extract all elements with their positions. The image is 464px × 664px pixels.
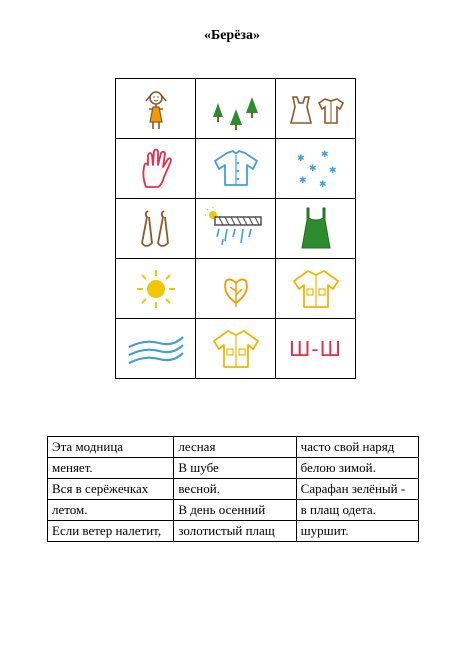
svg-text:✱: ✱	[320, 149, 329, 160]
hand-icon	[136, 147, 176, 191]
sh-sh-text-icon: Ш-Ш	[289, 336, 342, 361]
clothes-icon	[287, 89, 345, 129]
sarafan-icon	[296, 206, 336, 252]
grid-cell	[276, 79, 356, 139]
shirt-icon	[211, 149, 261, 189]
table-row	[48, 521, 419, 542]
wind-icon	[125, 329, 187, 369]
table-row	[48, 500, 419, 521]
sun-icon	[133, 266, 179, 312]
svg-text:✱: ✱	[328, 165, 337, 176]
jacket-icon	[290, 267, 342, 311]
table-cell: лесная	[174, 437, 296, 458]
grid-cell	[196, 199, 276, 259]
table-row	[48, 458, 419, 479]
grid-cell	[196, 139, 276, 199]
grid-cell	[116, 199, 196, 259]
table-cell: Сарафан зелёный -	[296, 479, 418, 500]
leaf-icon	[218, 269, 254, 309]
grid-cell	[276, 199, 356, 259]
rain-cloud-icon	[205, 207, 267, 251]
table-cell: шуршит.	[296, 521, 418, 542]
grid-cell	[276, 319, 356, 379]
grid-cell	[116, 79, 196, 139]
grid-cell	[196, 319, 276, 379]
table-cell: В день осенний	[174, 500, 296, 521]
pictogram-grid	[115, 78, 356, 379]
trees-icon	[210, 87, 262, 131]
grid-cell	[116, 139, 196, 199]
table-cell: весной.	[174, 479, 296, 500]
svg-text:✱: ✱	[318, 179, 327, 189]
cloak-icon	[210, 327, 262, 371]
table-cell: в плащ одета.	[296, 500, 418, 521]
table-cell: Если ветер налетит,	[48, 521, 174, 542]
table-row	[48, 437, 419, 458]
snowflakes-icon	[291, 149, 341, 189]
grid-cell	[116, 259, 196, 319]
grid-cell	[196, 259, 276, 319]
table-cell: В шубе	[174, 458, 296, 479]
page-title: «Берёза»	[203, 28, 261, 43]
svg-text:✱: ✱	[298, 175, 307, 186]
girl-icon	[138, 87, 174, 131]
poem-table	[47, 436, 419, 542]
table-cell: летом.	[48, 500, 174, 521]
table-cell: Вся в серёжечках	[48, 479, 174, 500]
svg-text:✱: ✱	[308, 163, 317, 174]
grid-cell	[116, 319, 196, 379]
svg-text:✱: ✱	[296, 153, 305, 164]
earrings-icon	[136, 207, 176, 251]
grid-cell	[276, 259, 356, 319]
grid-cell	[196, 79, 276, 139]
table-cell: часто свой наряд	[296, 437, 418, 458]
table-cell: меняет.	[48, 458, 174, 479]
table-cell: Эта модница	[48, 437, 174, 458]
table-row	[48, 479, 419, 500]
table-cell: золотистый плащ	[174, 521, 296, 542]
grid-cell	[276, 139, 356, 199]
table-cell: белою зимой.	[296, 458, 418, 479]
